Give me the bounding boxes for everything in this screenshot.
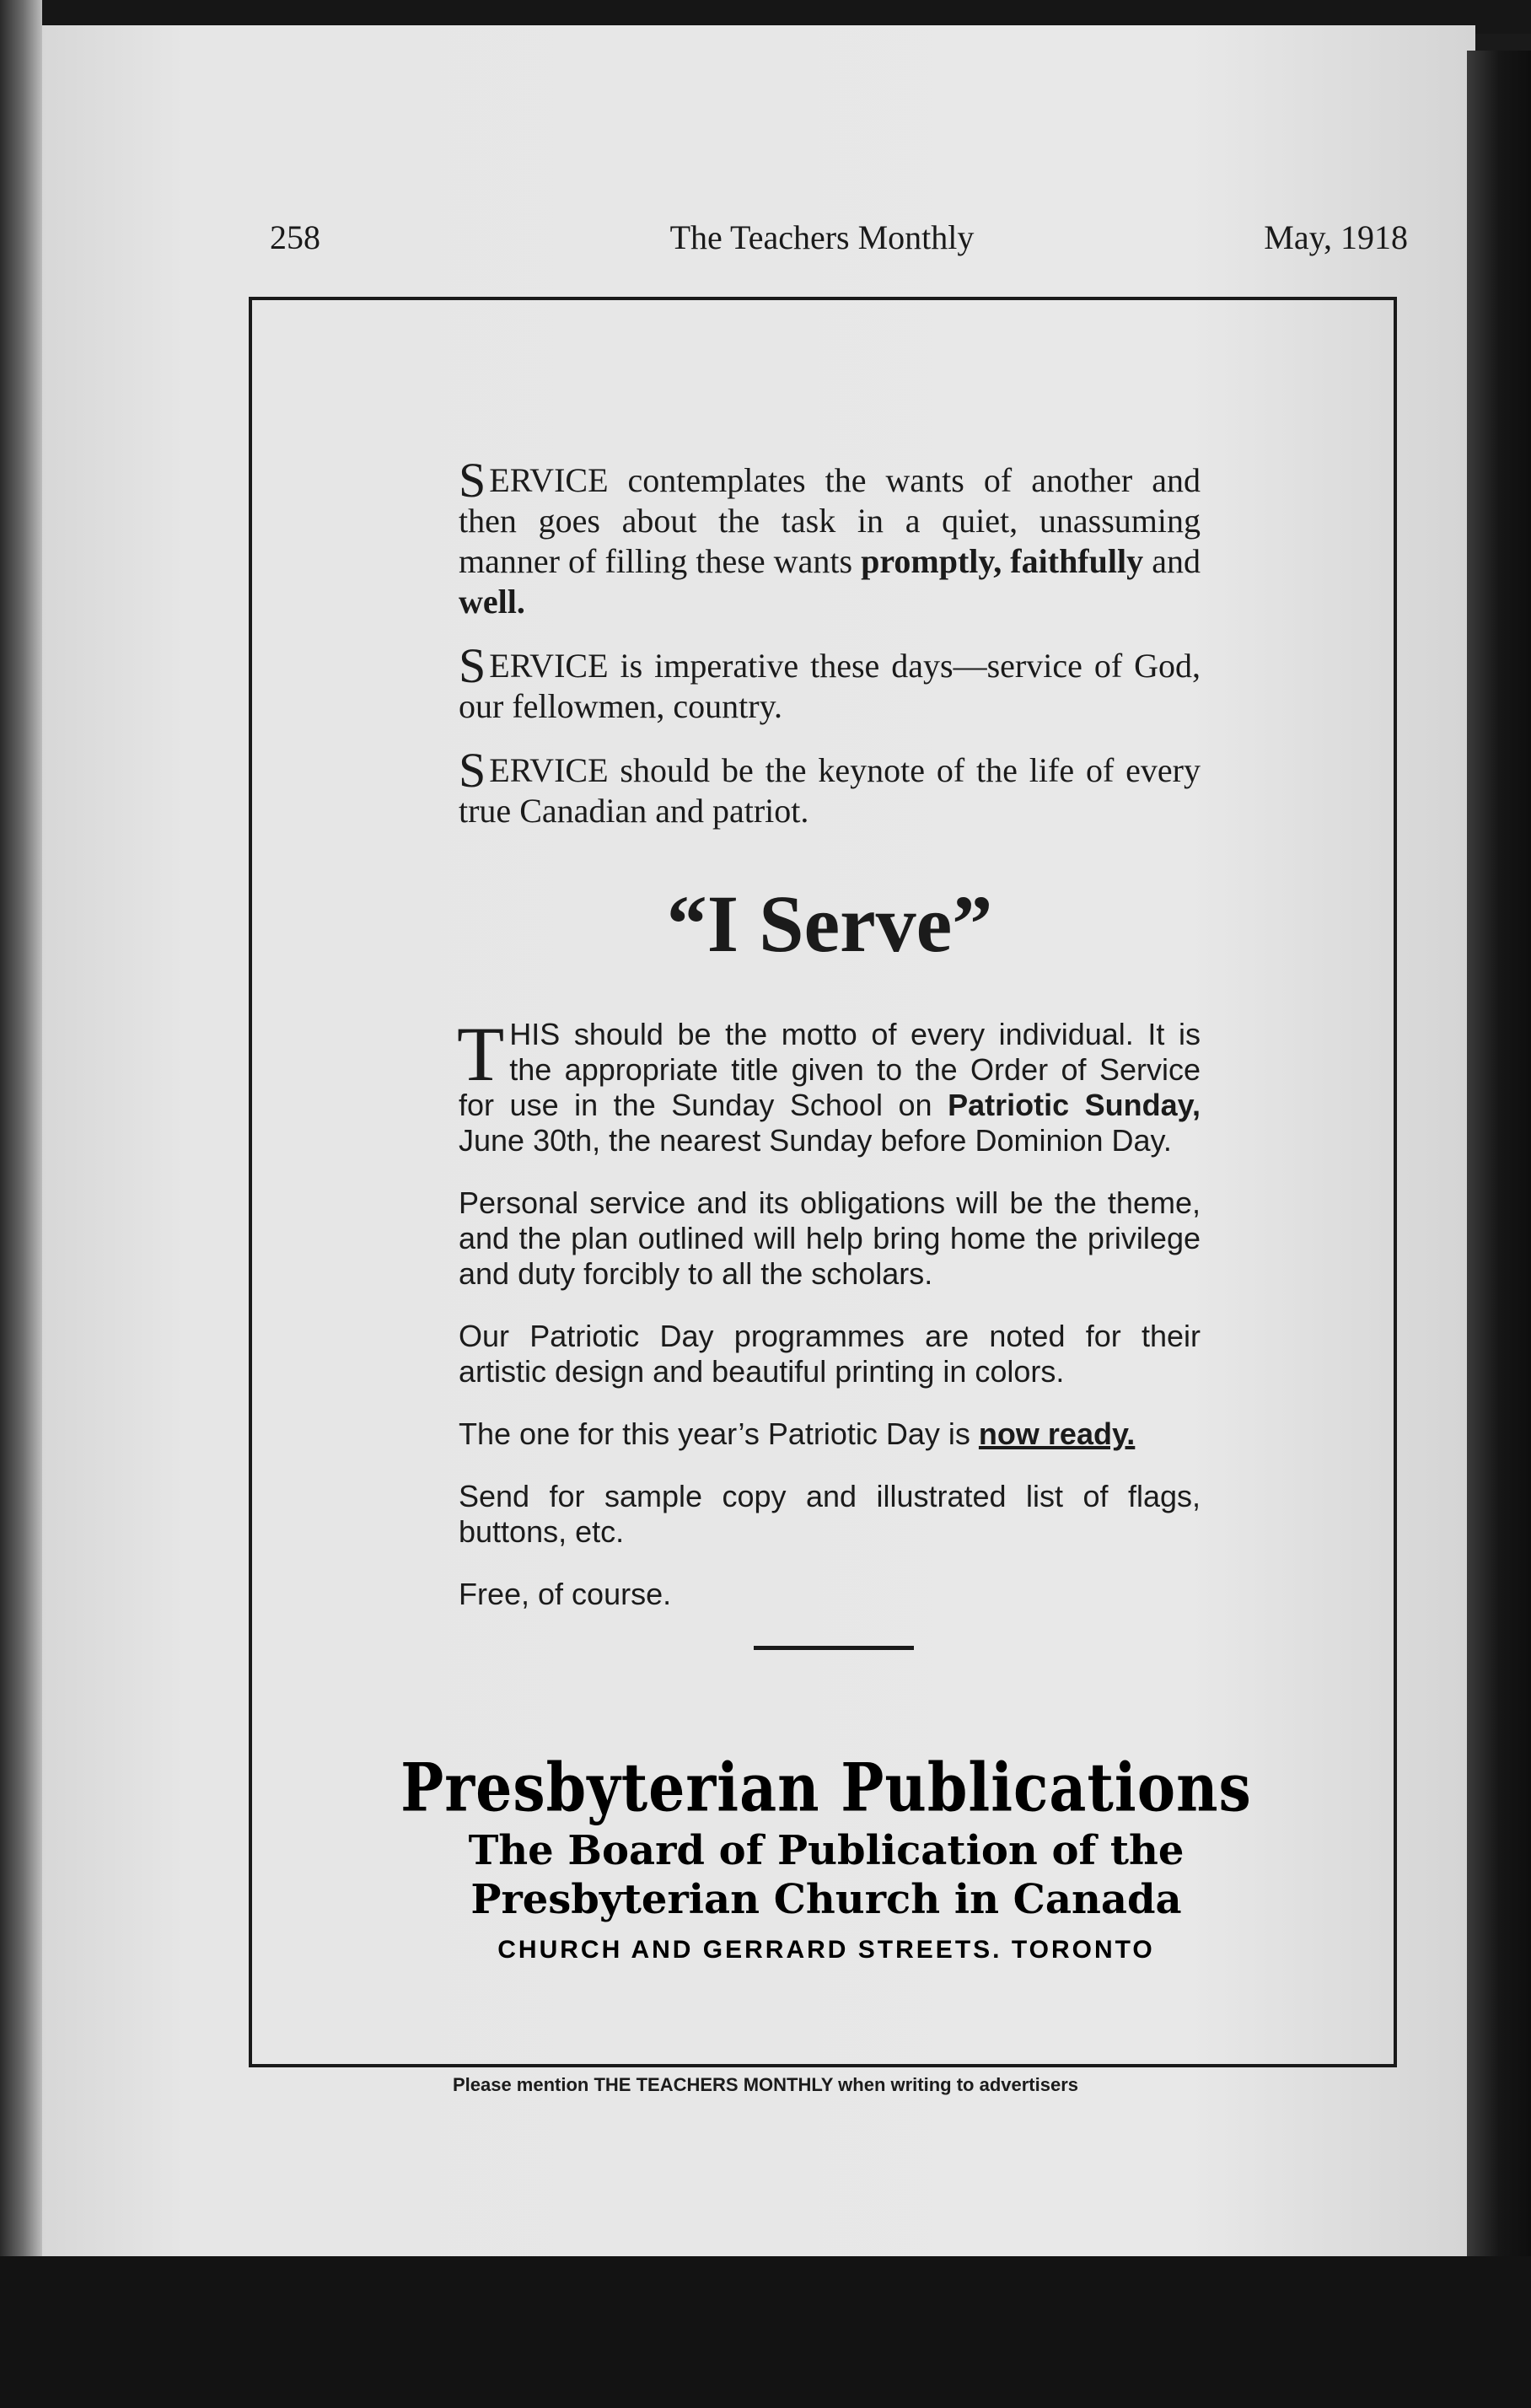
body-paragraph-5: Send for sample copy and illustrated list of flags, buttons, etc. xyxy=(459,1479,1201,1549)
advertisement-box xyxy=(249,297,1397,2067)
publisher-name: Presbyterian Publications xyxy=(400,1750,1252,1827)
service-paragraph-2: S ERVICE is imperative these days—service of God, our fellowmen, country. xyxy=(459,638,1201,725)
body-paragraph-3: Our Patriotic Day programmes are noted for their artistic design and beautiful printing in colors. xyxy=(459,1319,1201,1389)
drop-cap: S xyxy=(459,743,486,798)
service-paragraph-1: S ERVICE contemplates the wants of another and then goes about the task in a quiet, unassuming manner of filling these wants promptly, faithfully and well. xyxy=(459,453,1201,621)
drop-cap: S xyxy=(459,453,486,508)
page-number: 258 xyxy=(270,218,320,256)
drop-cap: T xyxy=(457,1011,505,1097)
body-paragraph-1: THIS should be the motto of every individual. It is the appropriate title given to the Order of Service for use in the Sunday School on Patriotic Sunday, June 30th, the nearest Sunday before Dominion Day. xyxy=(457,1011,1201,1158)
publisher-address: CHURCH AND GERRARD STREETS. TORONTO xyxy=(497,1936,1155,1964)
publisher-block xyxy=(252,1750,1400,1965)
book-edge-right xyxy=(1467,51,1531,2268)
drop-cap: S xyxy=(459,638,486,693)
headline: “I Serve” xyxy=(666,879,993,969)
publisher-line-3: Presbyterian Church in Canada xyxy=(470,1876,1182,1923)
advertisement-content xyxy=(457,453,1201,1650)
book-spine-left xyxy=(0,0,42,2408)
issue-date: May, 1918 xyxy=(1264,218,1408,256)
scan-bottom-edge xyxy=(0,2256,1531,2408)
divider-rule xyxy=(754,1646,914,1650)
publisher-line-2: The Board of Publication of the xyxy=(468,1827,1185,1874)
body-paragraph-2: Personal service and its obligations will be the theme, and the plan outlined will help bring home the privilege and duty forcibly to all the scholars. xyxy=(459,1185,1201,1291)
footer-note: Please mention THE TEACHERS MONTHLY when writing to advertisers xyxy=(452,2074,1079,2095)
body-paragraph-6: Free, of course. xyxy=(459,1577,672,1611)
journal-title: The Teachers Monthly xyxy=(669,218,975,256)
body-paragraph-4: The one for this year’s Patriotic Day is now ready. xyxy=(459,1416,1136,1451)
service-paragraph-3: S ERVICE should be the keynote of the life of every true Canadian and patriot. xyxy=(459,743,1201,830)
running-header xyxy=(228,218,1416,268)
